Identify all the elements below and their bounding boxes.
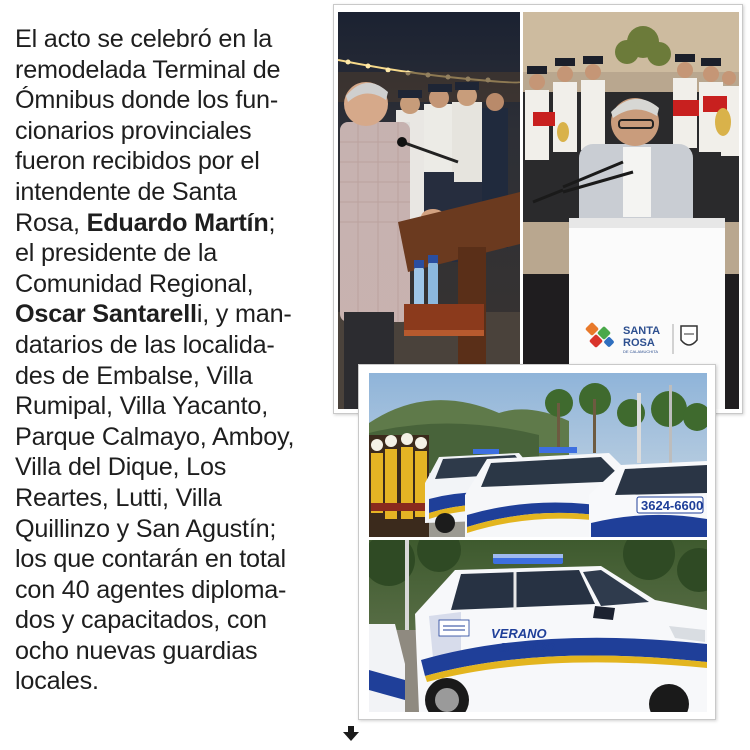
photo-collage-top xyxy=(333,4,743,414)
car-plate-text: 3624-6600 xyxy=(641,498,704,513)
photo-patrol-lineup xyxy=(369,373,707,537)
text-line: El acto se celebró en la xyxy=(15,25,273,53)
sign-brand-line1: SANTA xyxy=(623,325,661,337)
text-line: datarios de las localida- xyxy=(15,330,275,359)
text-line: los que contarán en total xyxy=(15,545,286,574)
text-line: Villa del Dique, Los xyxy=(15,453,227,482)
text-line: Ómnibus donde los fun- xyxy=(15,86,279,115)
sign-brand-line2: ROSA xyxy=(623,337,655,349)
text-line: cionarios provinciales xyxy=(15,116,252,145)
sign-brand-line3: DE CALAMUCHITA xyxy=(623,349,659,354)
text-fragment: Rosa, xyxy=(15,208,87,237)
text-line: el presidente de la xyxy=(15,239,218,268)
svg-text:Om: Om xyxy=(499,507,515,517)
text-line: remodelada Terminal de xyxy=(15,55,281,84)
text-line: con 40 agentes diploma- xyxy=(15,575,287,604)
article-text xyxy=(15,24,333,697)
text-line: locales. xyxy=(15,667,99,696)
text-line: Rumipal, Villa Yacanto, xyxy=(15,392,269,421)
text-line-mixed xyxy=(15,299,333,330)
text-line-mixed xyxy=(15,208,333,239)
text-line: des de Embalse, Villa xyxy=(15,361,253,390)
crest-icon xyxy=(681,326,697,345)
photo-collage-bottom xyxy=(358,364,716,720)
down-arrow-icon[interactable] xyxy=(343,732,359,741)
text-line: Quillinzo y San Agustín; xyxy=(15,514,277,543)
text-fragment: i, y man- xyxy=(196,300,292,329)
text-line: fueron recibidos por el xyxy=(15,147,260,176)
photo-speaker-indoor xyxy=(523,12,739,409)
text-line: Reartes, Lutti, Villa xyxy=(15,483,222,512)
car-door-text-line2: SEGURO xyxy=(499,640,556,655)
text-line: intendente de Santa xyxy=(15,177,237,206)
bold-name-mayor: Eduardo Martín xyxy=(86,208,269,237)
text-line: Comunidad Regional, xyxy=(15,269,254,298)
photo-speaker-outdoor xyxy=(338,12,520,409)
photo-patrol-car-closeup xyxy=(369,540,707,712)
car-door-text-line1: VERANO xyxy=(491,626,547,641)
text-line: dos y capacitados, con xyxy=(15,606,267,635)
bold-name-president: Oscar Santarell xyxy=(15,300,197,329)
text-line: ocho nuevas guardias xyxy=(15,636,258,665)
text-line: Parque Calmayo, Amboy, xyxy=(15,422,295,451)
text-fragment: ; xyxy=(268,208,276,237)
